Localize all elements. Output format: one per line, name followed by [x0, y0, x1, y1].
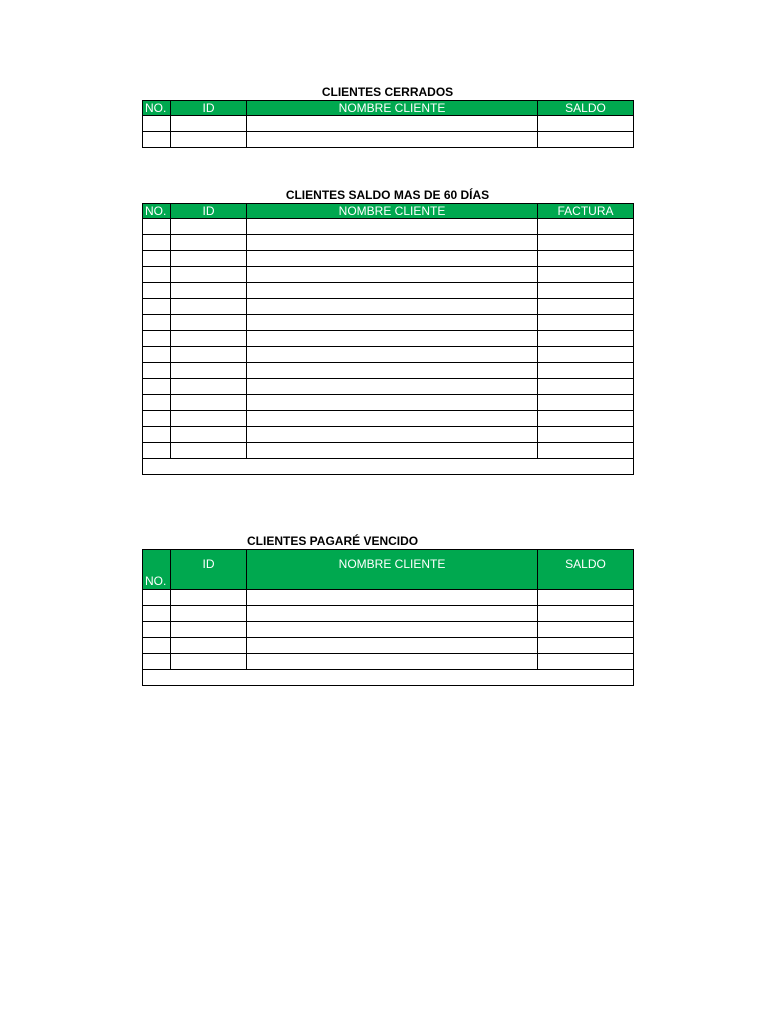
header-saldo: SALDO [538, 101, 634, 116]
cell-no[interactable] [143, 411, 171, 427]
header-nombre-cliente: NOMBRE CLIENTE [247, 204, 538, 219]
cell-no[interactable] [143, 331, 171, 347]
cell-nombre-cliente[interactable] [247, 251, 538, 267]
cell-id[interactable] [171, 622, 247, 638]
cell-nombre-cliente[interactable] [247, 331, 538, 347]
table-body [143, 590, 634, 686]
clientes-cerrados-table [142, 100, 634, 148]
section-clientes-cerrados [142, 84, 633, 148]
cell-id[interactable] [171, 395, 247, 411]
cell-id[interactable] [171, 315, 247, 331]
cell-no[interactable] [143, 299, 171, 315]
cell-value[interactable] [538, 299, 634, 315]
cell-nombre-cliente[interactable] [247, 116, 538, 132]
table-header-row [143, 101, 634, 116]
table-row [143, 132, 634, 148]
clientes-pagare-vencido-table [142, 549, 634, 686]
cell-value[interactable] [538, 395, 634, 411]
cell-id[interactable] [171, 363, 247, 379]
cell-no[interactable] [143, 363, 171, 379]
table-row [143, 315, 634, 331]
cell-id[interactable] [171, 267, 247, 283]
cell-nombre-cliente[interactable] [247, 638, 538, 654]
table-row [143, 363, 634, 379]
table-row [143, 395, 634, 411]
table-row [143, 606, 634, 622]
header-no: NO. [143, 204, 171, 219]
cell-value[interactable] [538, 363, 634, 379]
table-row [143, 654, 634, 670]
table-row [143, 116, 634, 132]
cell-nombre-cliente[interactable] [247, 299, 538, 315]
table-body [143, 116, 634, 148]
table-row [143, 427, 634, 443]
header-no: NO. [143, 101, 171, 116]
table-row [143, 590, 634, 606]
table-row [143, 283, 634, 299]
table-row [143, 443, 634, 459]
cell-id[interactable] [171, 638, 247, 654]
table-row [143, 622, 634, 638]
table-row [143, 347, 634, 363]
cell-id[interactable] [171, 299, 247, 315]
table-row [143, 251, 634, 267]
section-title: CLIENTES PAGARÉ VENCIDO [247, 534, 419, 548]
cell-value[interactable] [538, 219, 634, 235]
cell-id[interactable] [171, 347, 247, 363]
cell-value[interactable] [538, 283, 634, 299]
cell-id[interactable] [171, 116, 247, 132]
table-row [143, 638, 634, 654]
header-nombre-cliente: NOMBRE CLIENTE [247, 550, 538, 590]
cell-id[interactable] [171, 251, 247, 267]
cell-nombre-cliente[interactable] [247, 427, 538, 443]
cell-no[interactable] [143, 251, 171, 267]
cell-id[interactable] [171, 427, 247, 443]
cell-value[interactable] [538, 590, 634, 606]
cell-no[interactable] [143, 427, 171, 443]
cell-value[interactable] [538, 638, 634, 654]
cell-value[interactable] [538, 331, 634, 347]
cell-value[interactable] [538, 116, 634, 132]
cell-no[interactable] [143, 235, 171, 251]
cell-value[interactable] [538, 267, 634, 283]
cell-id[interactable] [171, 443, 247, 459]
header-no: NO. [143, 550, 171, 590]
cell-value[interactable] [538, 251, 634, 267]
cell-nombre-cliente[interactable] [247, 654, 538, 670]
cell-nombre-cliente[interactable] [247, 622, 538, 638]
cell-id[interactable] [171, 411, 247, 427]
cell-id[interactable] [171, 235, 247, 251]
cell-value[interactable] [538, 427, 634, 443]
cell-no[interactable] [143, 132, 171, 148]
cell-no[interactable] [143, 622, 171, 638]
cell-nombre-cliente[interactable] [247, 379, 538, 395]
cell-value[interactable] [538, 622, 634, 638]
cell-no[interactable] [143, 267, 171, 283]
section-title: CLIENTES SALDO MAS DE 60 DÍAS [285, 188, 490, 202]
cell-id[interactable] [171, 590, 247, 606]
cell-nombre-cliente[interactable] [247, 443, 538, 459]
cell-no[interactable] [143, 379, 171, 395]
table-body [143, 219, 634, 475]
cell-nombre-cliente[interactable] [247, 347, 538, 363]
table-header-row [143, 550, 634, 590]
cell-no[interactable] [143, 638, 171, 654]
cell-id[interactable] [171, 331, 247, 347]
header-factura: FACTURA [538, 204, 634, 219]
cell-no[interactable] [143, 443, 171, 459]
cell-value[interactable] [538, 235, 634, 251]
cell-no[interactable] [143, 219, 171, 235]
cell-nombre-cliente[interactable] [247, 363, 538, 379]
cell-id[interactable] [171, 283, 247, 299]
table-row [143, 331, 634, 347]
header-saldo: SALDO [538, 550, 634, 590]
cell-nombre-cliente[interactable] [247, 315, 538, 331]
cell-no[interactable] [143, 590, 171, 606]
cell-nombre-cliente[interactable] [247, 283, 538, 299]
cell-no[interactable] [143, 283, 171, 299]
cell-no[interactable] [143, 116, 171, 132]
header-id: ID [171, 101, 247, 116]
table-row [143, 411, 634, 427]
table-footer-row [143, 670, 634, 686]
cell-value[interactable] [538, 347, 634, 363]
cell-nombre-cliente[interactable] [247, 411, 538, 427]
cell-no[interactable] [143, 654, 171, 670]
cell-nombre-cliente[interactable] [247, 235, 538, 251]
table-row [143, 299, 634, 315]
cell-id[interactable] [171, 654, 247, 670]
table-row [143, 379, 634, 395]
cell-no[interactable] [143, 606, 171, 622]
cell-value[interactable] [538, 443, 634, 459]
cell-value[interactable] [538, 379, 634, 395]
cell-nombre-cliente[interactable] [247, 132, 538, 148]
cell-nombre-cliente[interactable] [247, 606, 538, 622]
table-row [143, 235, 634, 251]
cell-id[interactable] [171, 379, 247, 395]
table-row [143, 267, 634, 283]
section-title: CLIENTES CERRADOS [321, 85, 454, 99]
table-footer-row [143, 459, 634, 475]
header-id: ID [171, 204, 247, 219]
cell-value[interactable] [538, 654, 634, 670]
cell-nombre-cliente[interactable] [247, 219, 538, 235]
cell-no[interactable] [143, 315, 171, 331]
clientes-saldo-60-dias-table [142, 203, 634, 475]
cell-value[interactable] [538, 411, 634, 427]
header-nombre-cliente: NOMBRE CLIENTE [247, 101, 538, 116]
cell-nombre-cliente[interactable] [247, 395, 538, 411]
cell-value[interactable] [538, 606, 634, 622]
table-header-row [143, 204, 634, 219]
cell-no[interactable] [143, 347, 171, 363]
cell-nombre-cliente[interactable] [247, 267, 538, 283]
cell-id[interactable] [171, 219, 247, 235]
section-clientes-pagare-vencido [142, 533, 633, 686]
cell-nombre-cliente[interactable] [247, 590, 538, 606]
footer-cell[interactable] [143, 459, 634, 475]
section-clientes-saldo-60-dias [142, 187, 633, 475]
cell-value[interactable] [538, 132, 634, 148]
header-id: ID [171, 550, 247, 590]
table-row [143, 219, 634, 235]
cell-id[interactable] [171, 132, 247, 148]
cell-value[interactable] [538, 315, 634, 331]
cell-id[interactable] [171, 606, 247, 622]
footer-cell[interactable] [143, 670, 634, 686]
cell-no[interactable] [143, 395, 171, 411]
